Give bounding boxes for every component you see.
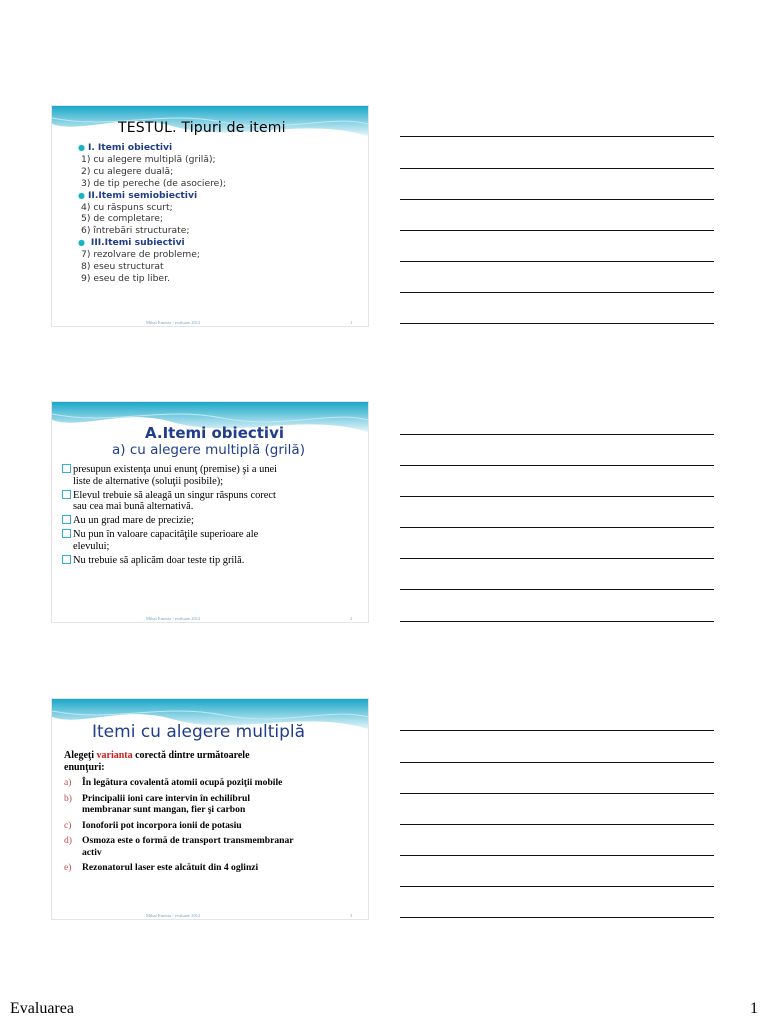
list-item: 3) de tip pereche (de asociere); bbox=[81, 177, 227, 189]
note-line bbox=[400, 762, 714, 763]
question-prompt: Alegeţi varianta corectă dintre următoarele enunţuri: bbox=[64, 750, 250, 773]
list-item: Elevul trebuie să aleagă un singur răspuns corect sau cea mai bună alternativă. bbox=[62, 490, 362, 514]
note-line bbox=[400, 730, 714, 731]
note-line bbox=[400, 136, 714, 137]
highlighted-word: varianta bbox=[96, 750, 133, 761]
bullet-icon: ● bbox=[78, 143, 85, 152]
list-item: Au un grad mare de precizie; bbox=[62, 515, 362, 527]
note-line bbox=[400, 824, 714, 825]
list-item: 9) eseu de tip liber. bbox=[81, 272, 170, 284]
note-line bbox=[400, 589, 714, 590]
list-item: 4) cu răspuns scurt; bbox=[81, 201, 173, 213]
slide-3 bbox=[52, 699, 368, 919]
item-type-list bbox=[78, 142, 226, 285]
note-line bbox=[400, 558, 714, 559]
slide-title: A.Itemi obiectivi bbox=[145, 424, 284, 442]
section-heading: ● III.Itemi subiectivi bbox=[78, 237, 185, 249]
note-line bbox=[400, 261, 714, 262]
list-item: presupun existenţa unui enunţ (premise) şi a unei liste de alternative (soluţii posibile); bbox=[62, 464, 362, 488]
note-line bbox=[400, 793, 714, 794]
slide-2 bbox=[52, 402, 368, 622]
slide-number: 1 bbox=[350, 320, 353, 325]
section-heading: ● I. Itemi obiectivi bbox=[78, 142, 173, 153]
note-line bbox=[400, 168, 714, 169]
answer-option: c) Ionoforii pot incorpora ionii de potasiu bbox=[64, 819, 242, 831]
checkbox-bullet-icon bbox=[62, 464, 71, 473]
footer-text: Mihai Emesia - evaluare 2012 bbox=[146, 616, 201, 621]
note-line bbox=[400, 323, 714, 324]
slide-title: Itemi cu alegere multiplă bbox=[92, 722, 306, 742]
list-item: 1) cu alegere multiplă (grilă); bbox=[81, 153, 216, 165]
characteristics-list bbox=[62, 464, 362, 568]
list-item: Nu pun în valoare capacităţile superioare ale elevului; bbox=[62, 529, 362, 553]
checkbox-bullet-icon bbox=[62, 555, 71, 564]
list-item: 5) de completare; bbox=[81, 213, 163, 225]
list-item: 7) rezolvare de probleme; bbox=[81, 249, 200, 261]
note-line bbox=[400, 465, 714, 466]
section-heading: ● II.Itemi semiobiectivi bbox=[78, 189, 198, 201]
answer-option: b) Principalii ioni care intervin în echilibrul membranar sunt mangan, fier şi carbon bbox=[64, 792, 250, 815]
note-line bbox=[400, 886, 714, 887]
list-item: 2) cu alegere duală; bbox=[81, 165, 174, 177]
bullet-icon: ● bbox=[78, 190, 85, 200]
note-line bbox=[400, 434, 714, 435]
note-line bbox=[400, 621, 714, 622]
slide-1 bbox=[52, 106, 368, 326]
slide-number: 2 bbox=[350, 616, 353, 621]
page-number: 1 bbox=[750, 1000, 758, 1017]
note-line bbox=[400, 917, 714, 918]
footer-text: Mihai Emesia - evaluare 2012 bbox=[146, 913, 201, 918]
answer-option: a) În legătura covalentă atomii ocupă poziţii mobile bbox=[64, 777, 283, 788]
bullet-icon: ● bbox=[78, 238, 85, 248]
checkbox-bullet-icon bbox=[62, 515, 71, 524]
answer-option: d) Osmoza este o formă de transport transmembranar activ bbox=[64, 835, 294, 858]
list-item: Nu trebuie să aplicăm doar teste tip grilă. bbox=[62, 555, 362, 567]
answer-options bbox=[64, 777, 354, 878]
slide-number: 3 bbox=[350, 913, 353, 918]
note-line bbox=[400, 230, 714, 231]
note-line bbox=[400, 855, 714, 856]
note-line bbox=[400, 199, 714, 200]
checkbox-bullet-icon bbox=[62, 529, 71, 538]
list-item: 8) eseu structurat bbox=[81, 261, 164, 273]
footer-text: Mihai Emesia - evaluare 2012 bbox=[146, 320, 201, 325]
answer-option: e) Rezonatorul laser este alcătuit din 4 oglinzi bbox=[64, 862, 259, 873]
note-line bbox=[400, 292, 714, 293]
slide-subtitle: a) cu alegere multiplă (grilă) bbox=[112, 442, 305, 458]
slide-title: TESTUL. Tipuri de itemi bbox=[118, 120, 286, 136]
list-item: 6) întrebări structurate; bbox=[81, 225, 190, 237]
checkbox-bullet-icon bbox=[62, 490, 71, 499]
note-line bbox=[400, 527, 714, 528]
note-line bbox=[400, 496, 714, 497]
page-footer-title: Evaluarea bbox=[10, 1000, 74, 1017]
